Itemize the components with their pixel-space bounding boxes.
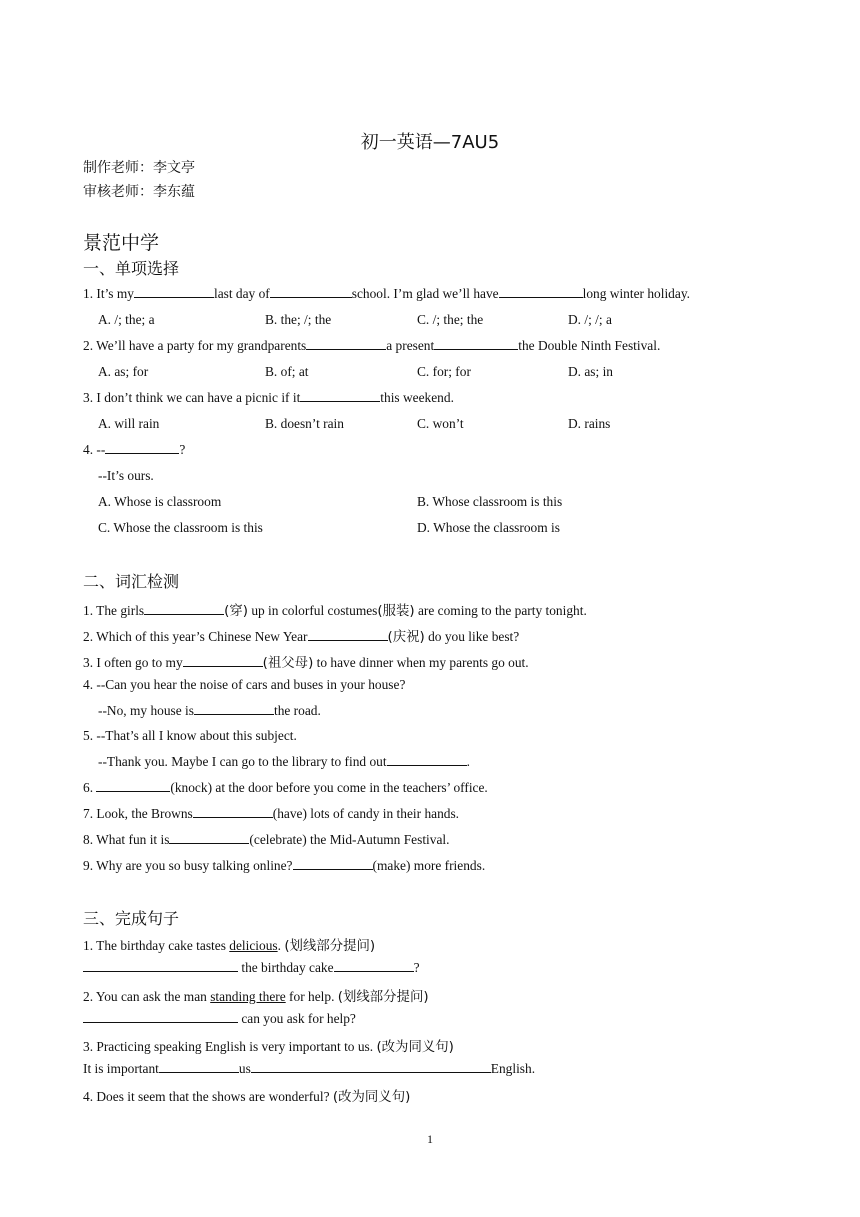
answer-blank [194,703,274,715]
mc-question-2 [83,338,660,354]
complete-answer-1 [83,960,420,976]
q3-text-b: this weekend. [380,390,454,405]
answer-blank [83,1011,238,1023]
v9-text-a: 9. Why are you so busy talking online? [83,858,293,873]
answer-blank [300,390,380,402]
q3-text-a: 3. I don’t think we can have a picnic if it [83,390,301,405]
vocab-question-5: 5. --That’s all I know about this subject. [83,728,297,743]
mc-question-1 [83,286,690,302]
complete-answer-2 [83,1011,356,1027]
q2-text-b: a present [386,338,435,353]
q2-option-d: D. as; in [568,364,614,379]
mc-question-4 [83,442,185,458]
q1-text-a: 1. It’s my [83,286,134,301]
q3-option-b: B. doesn’t rain [265,416,344,431]
c3-answer-text-c: English. [490,1061,536,1076]
v1-text-b: up in colorful costumes [247,603,378,618]
vocab-question-5-reply [98,754,470,770]
v6-text-a: 6. [83,780,97,795]
v7-text-a: 7. Look, the Browns [83,806,193,821]
v1-hint-2: (服装) [377,604,415,619]
vocab-question-6 [83,780,488,796]
c3-answer-text-b: us [238,1061,251,1076]
vocab-question-2 [83,626,519,645]
q3-option-c: C. won’t [417,416,464,431]
v3-text-b: to have dinner when my parents go out. [313,655,529,670]
page-title: 初一英语—7AU5 [360,132,500,153]
complete-answer-3 [83,1061,535,1077]
q4-option-c: C. Whose the classroom is this [98,520,263,535]
v5-text-c: . [466,754,470,769]
v5-text-b: --Thank you. Maybe I can go to the library to find out [98,754,387,769]
v2-text-a: 2. Which of this year’s Chinese New Year [83,629,308,644]
q4-text-a: 4. -- [83,442,106,457]
c1-text-a: 1. The birthday cake tastes [83,938,230,953]
answer-blank [159,1061,239,1073]
c3-hint: (改为同义句) [376,1040,454,1055]
v2-text-b: do you like best? [424,629,520,644]
q1-option-a: A. /; the; a [98,312,155,327]
vocab-question-1 [83,600,587,619]
answer-blank [96,780,170,792]
vocab-question-9 [83,858,485,874]
q3-option-d: D. rains [568,416,611,431]
answer-blank [169,832,249,844]
answer-blank [308,629,388,641]
answer-blank [334,960,414,972]
answer-blank [306,338,386,350]
answer-blank [251,1061,491,1073]
q1-option-d: D. /; /; a [568,312,612,327]
q2-text-a: 2. We’ll have a party for my grandparents [83,338,307,353]
answer-blank [270,286,352,298]
c1-text-b: . [277,938,285,953]
c2-underlined: standing there [210,989,286,1004]
q4-option-d: D. Whose the classroom is [417,520,560,535]
q4-reply: --It’s ours. [98,468,154,483]
section-heading-1: 一、单项选择 [83,259,180,278]
q4-option-b: B. Whose classroom is this [417,494,563,509]
answer-blank [105,442,179,454]
c1-answer-text-a: the birthday cake [238,960,334,975]
vocab-question-4: 4. --Can you hear the noise of cars and buses in your house? [83,677,406,692]
q3-option-a: A. will rain [98,416,160,431]
c2-answer-text-a: can you ask for help? [238,1011,356,1026]
v7-text-b: (have) lots of candy in their hands. [272,806,460,821]
v1-text-a: 1. The girls [83,603,145,618]
school-name: 景范中学 [83,232,160,254]
c3-answer-text-a: It is important [83,1061,159,1076]
q1-option-c: C. /; the; the [417,312,484,327]
author-line: 制作老师：李文亭 [83,160,195,176]
v9-text-b: (make) more friends. [372,858,486,873]
v4-text-c: the road. [273,703,321,718]
v4-text-b: --No, my house is [98,703,194,718]
c4-hint: (改为同义句) [332,1090,411,1105]
q1-text-b: last day of [213,286,270,301]
q2-text-c: the Double Ninth Festival. [518,338,661,353]
answer-blank [134,286,214,298]
c1-hint: (划线部分提问) [284,939,376,954]
c2-hint: (划线部分提问) [337,990,429,1005]
q4-text-b: ? [179,442,186,457]
answer-blank [499,286,583,298]
q2-option-a: A. as; for [98,364,149,379]
complete-question-2 [83,986,429,1005]
q2-option-c: C. for; for [417,364,471,379]
vocab-question-8 [83,832,449,848]
vocab-question-4-reply [98,703,321,719]
reviewer-line: 审核老师：李东蕴 [83,184,195,200]
q1-text-d: long winter holiday. [582,286,690,301]
answer-blank [183,655,263,667]
complete-question-1 [83,935,375,954]
c3-text-a: 3. Practicing speaking English is very important to us. [83,1039,377,1054]
section-heading-2: 二、词汇检测 [83,572,180,591]
v3-hint: (祖父母) [262,656,314,671]
complete-question-4 [83,1086,410,1105]
c2-text-a: 2. You can ask the man [83,989,211,1004]
answer-blank [293,858,373,870]
q4-option-a: A. Whose is classroom [98,494,222,509]
v8-text-b: (celebrate) the Mid-Autumn Festival. [249,832,450,847]
vocab-question-7 [83,806,459,822]
c2-text-b: for help. [285,989,338,1004]
mc-question-3 [83,390,454,406]
q1-text-c: school. I’m glad we’ll have [351,286,499,301]
vocab-question-3 [83,652,529,671]
q1-option-b: B. the; /; the [265,312,332,327]
answer-blank [83,960,238,972]
v1-hint: (穿) [224,604,248,619]
answer-blank [144,603,224,615]
c1-answer-text-b: ? [413,960,420,975]
complete-question-3 [83,1036,454,1055]
c4-text-a: 4. Does it seem that the shows are wonderful? [83,1089,333,1104]
c1-underlined: delicious [229,938,278,953]
v3-text-a: 3. I often go to my [83,655,183,670]
v1-text-c: are coming to the party tonight. [414,603,587,618]
section-heading-3: 三、完成句子 [83,909,180,928]
v8-text-a: 8. What fun it is [83,832,170,847]
answer-blank [193,806,273,818]
answer-blank [434,338,518,350]
q2-option-b: B. of; at [265,364,309,379]
v6-text-b: (knock) at the door before you come in the teachers’ office. [170,780,488,795]
page-number: 1 [427,1132,433,1146]
answer-blank [387,754,467,766]
v2-hint: (庆祝) [387,630,425,645]
